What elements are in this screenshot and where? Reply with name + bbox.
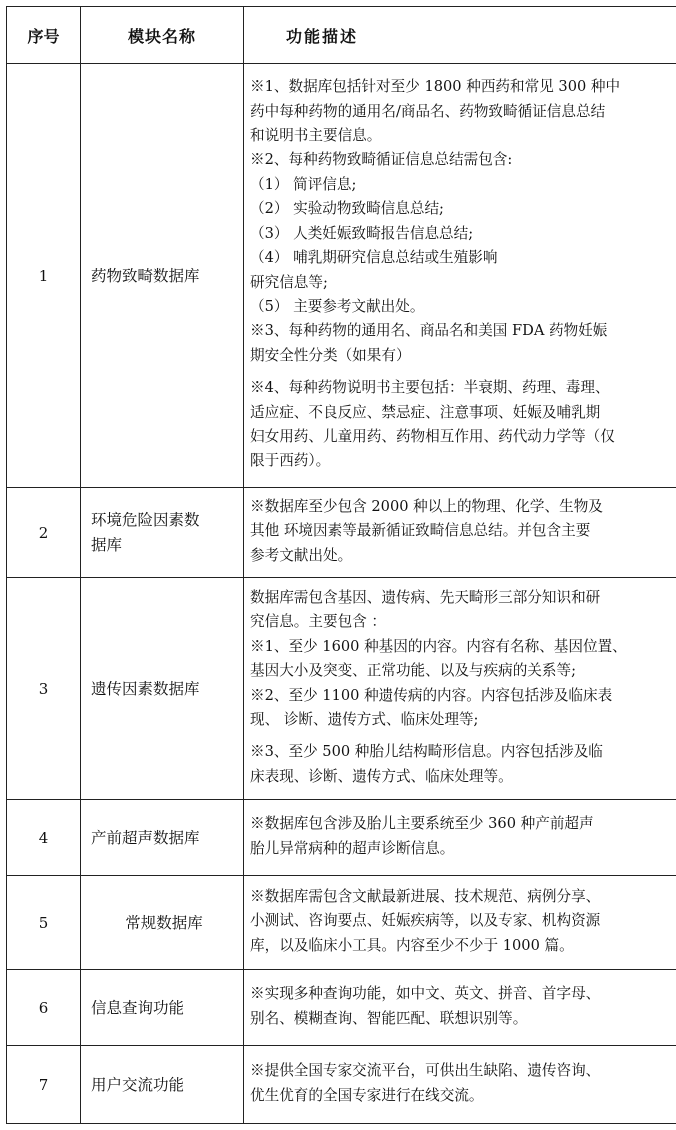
name-line: 据库 bbox=[91, 535, 123, 554]
desc-line: 基因大小及突变、正常功能、以及与疾病的关系等; bbox=[250, 662, 576, 680]
row-name: 用户交流功能 bbox=[81, 1046, 244, 1124]
desc-line: ※2、每种药物致畸循证信息总结需包含: bbox=[250, 151, 513, 169]
desc-line: ※数据库需包含文献最新进展、技术规范、病例分享、 bbox=[250, 887, 601, 905]
row-name: 常规数据库 bbox=[81, 876, 244, 970]
row-name bbox=[81, 488, 244, 578]
desc-line: （5） 主要参考文献出处。 bbox=[250, 297, 425, 315]
desc-line: 适应症、不良反应、禁忌症、注意事项、妊娠及哺乳期 bbox=[250, 403, 601, 421]
desc-line: ※4、每种药物说明书主要包括：半衰期、药理、毒理、 bbox=[250, 379, 610, 397]
table-row bbox=[7, 970, 676, 1046]
desc-line: 床表现、诊断、遗传方式、临床处理等。 bbox=[250, 767, 513, 785]
table-row bbox=[7, 578, 676, 800]
desc-line: 小测试、咨询要点、妊娠疾病等，以及专家、机构资源 bbox=[250, 912, 601, 930]
row-name: 信息查询功能 bbox=[81, 970, 244, 1046]
desc-line: 其他 环境因素等最新循证致畸信息总结。并包含主要 bbox=[250, 522, 591, 540]
desc-line: ※3、每种药物的通用名、商品名和美国 FDA 药物妊娠 bbox=[250, 322, 608, 340]
desc-line: 别名、模糊查询、智能匹配、联想识别等。 bbox=[250, 1009, 528, 1027]
desc-line: 现、 诊断、遗传方式、临床处理等; bbox=[250, 710, 479, 728]
module-table bbox=[6, 6, 676, 1124]
desc-line: （2） 实验动物致畸信息总结; bbox=[250, 200, 444, 218]
row-desc bbox=[244, 64, 676, 488]
table-row bbox=[7, 1046, 676, 1124]
desc-line: 胎儿异常病种的超声诊断信息。 bbox=[250, 839, 455, 857]
table-row bbox=[7, 800, 676, 876]
table-row bbox=[7, 64, 676, 488]
row-num: 3 bbox=[7, 578, 81, 800]
row-desc bbox=[244, 800, 676, 876]
desc-line: ※1、数据库包括针对至少 1800 种西药和常见 300 种中 bbox=[250, 78, 621, 96]
row-name: 药物致畸数据库 bbox=[81, 64, 244, 488]
desc-line: ※实现多种查询功能，如中文、英文、拼音、首字母、 bbox=[250, 985, 601, 1003]
row-num: 1 bbox=[7, 64, 81, 488]
desc-line: （3） 人类妊娠致畸报告信息总结; bbox=[250, 224, 474, 242]
desc-line: 和说明书主要信息。 bbox=[250, 127, 382, 145]
desc-line: ※数据库包含涉及胎儿主要系统至少 360 种产前超声 bbox=[250, 815, 594, 833]
desc-line: 期安全性分类（如果有） bbox=[250, 346, 411, 364]
row-desc bbox=[244, 876, 676, 970]
header-num: 序号 bbox=[7, 7, 81, 64]
desc-line: 参考文献出处。 bbox=[250, 546, 353, 564]
desc-line: （4） 哺乳期研究信息总结或生殖影响 bbox=[250, 249, 498, 267]
desc-line: ※2、至少 1100 种遗传病的内容。内容包括涉及临床表 bbox=[250, 686, 613, 704]
desc-line: 药中每种药物的通用名/商品名、药物致畸循证信息总结 bbox=[250, 102, 606, 120]
row-num: 4 bbox=[7, 800, 81, 876]
desc-line: ※3、至少 500 种胎儿结构畸形信息。内容包括涉及临 bbox=[250, 743, 603, 761]
desc-line: 优生优育的全国专家进行在线交流。 bbox=[250, 1086, 484, 1104]
table-header-row bbox=[7, 7, 676, 64]
desc-line: 研究信息等; bbox=[250, 273, 328, 291]
row-num: 2 bbox=[7, 488, 81, 578]
desc-line: 限于西药）。 bbox=[250, 452, 331, 470]
desc-line: ※数据库至少包含 2000 种以上的物理、化学、生物及 bbox=[250, 497, 603, 515]
desc-line: 库，以及临床小工具。内容至少不少于 1000 篇。 bbox=[250, 936, 574, 954]
row-name: 产前超声数据库 bbox=[81, 800, 244, 876]
table-row bbox=[7, 876, 676, 970]
header-desc: 功能描述 bbox=[244, 7, 676, 64]
row-desc bbox=[244, 970, 676, 1046]
desc-line: 妇女用药、儿童用药、药物相互作用、药代动力学等（仅 bbox=[250, 427, 615, 445]
desc-line: 究信息。主要包含 ： bbox=[250, 613, 386, 631]
table-row bbox=[7, 488, 676, 578]
header-name: 模块名称 bbox=[81, 7, 244, 64]
desc-line: （1） 简评信息; bbox=[250, 175, 357, 193]
row-name: 遗传因素数据库 bbox=[81, 578, 244, 800]
row-desc bbox=[244, 1046, 676, 1124]
row-desc bbox=[244, 578, 676, 800]
row-num: 7 bbox=[7, 1046, 81, 1124]
desc-line: ※提供全国专家交流平台，可供出生缺陷、遗传咨询、 bbox=[250, 1062, 601, 1080]
row-num: 5 bbox=[7, 876, 81, 970]
desc-line: ※1、至少 1600 种基因的内容。内容有名称、基因位置、 bbox=[250, 637, 627, 655]
name-line: 环境危险因素数 bbox=[91, 511, 200, 530]
desc-line: 数据库需包含基因、遗传病、先天畸形三部分知识和研 bbox=[250, 588, 601, 606]
row-desc bbox=[244, 488, 676, 578]
row-num: 6 bbox=[7, 970, 81, 1046]
